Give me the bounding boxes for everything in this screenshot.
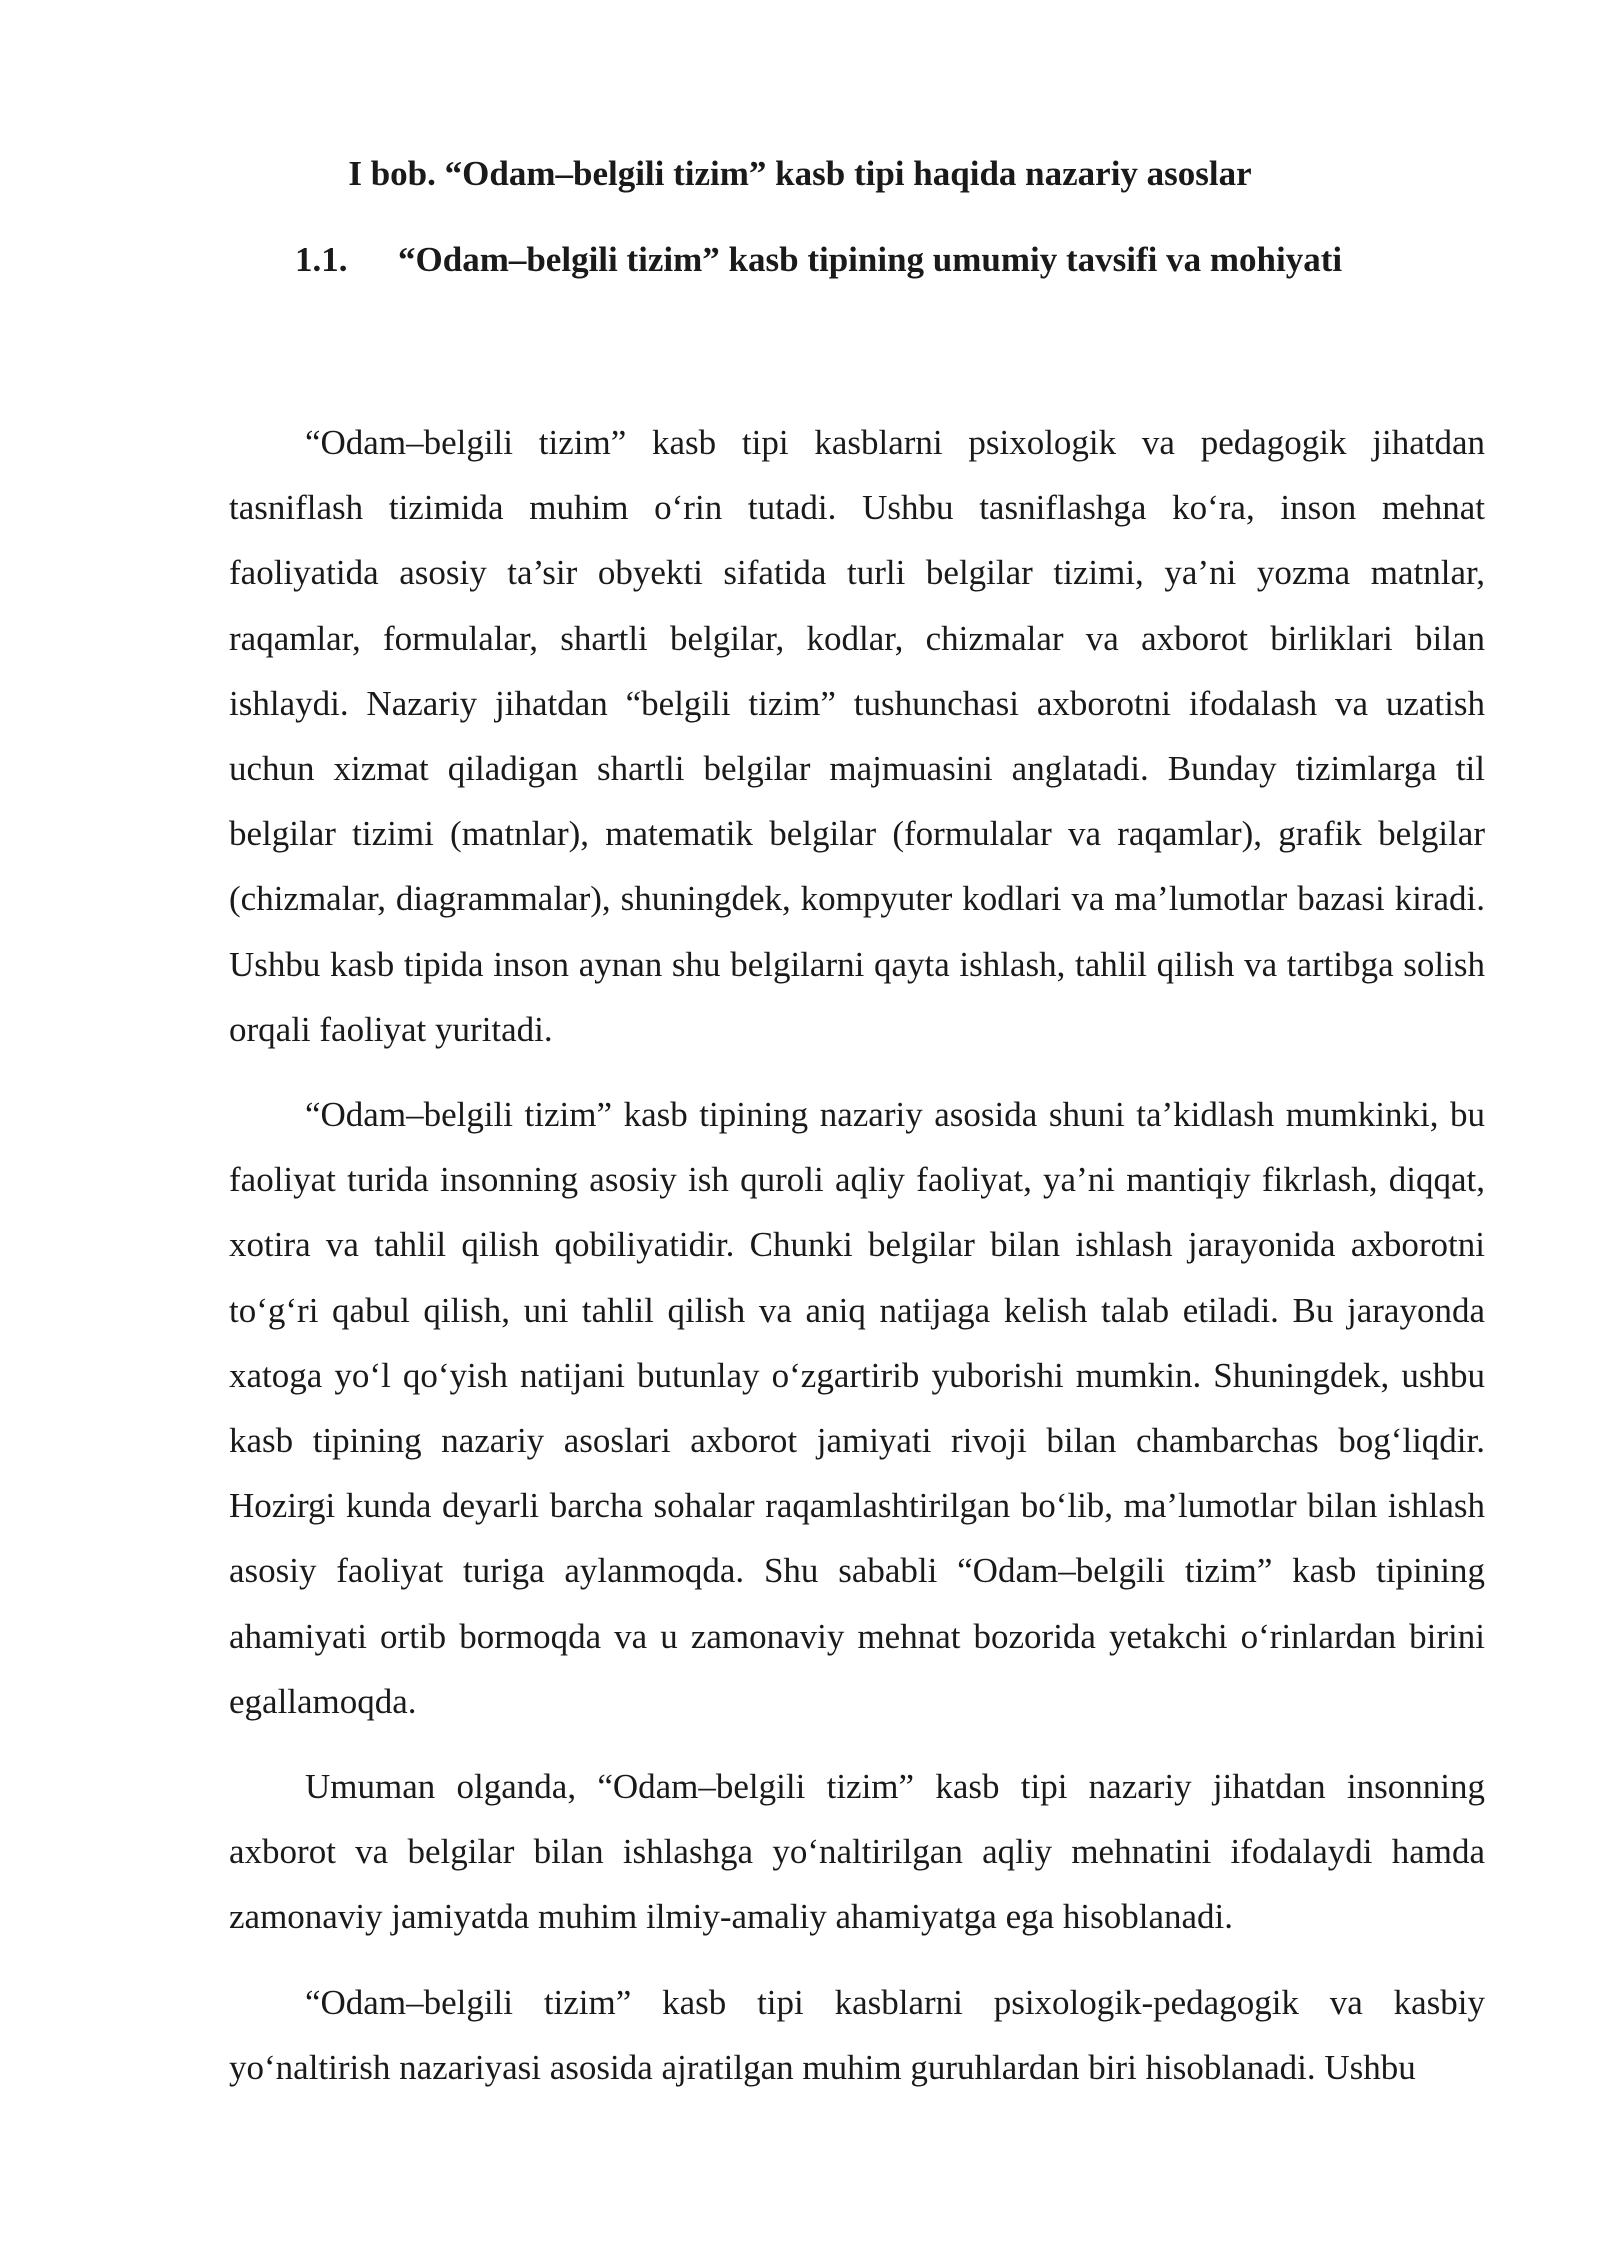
paragraph-3: Umuman olganda, “Odam–belgili tizim” kasb tipi nazariy jihatdan insonning axborot va belgilar bilan ishlashga yo‘naltirilgan aqliy mehnatini ifodalaydi hamda zamonaviy jamiyatda muhim ilmiy-amaliy ahamiyatga ega hisoblanadi. xyxy=(229,1767,1485,1937)
paragraph-2: “Odam–belgili tizim” kasb tipining nazariy asosida shuni ta’kidlash mumkinki, bu faoliyat turida insonning asosiy ish quroli aqliy faoliyat, ya’ni mantiqiy fikrlash, diqqat, xotira va tahlil qilish qobiliyatidir. Chunki belgilar bilan ishlash jarayonida axborotni to‘g‘ri qabul qilish, uni tahlil qilish va aniq natijaga kelish talab etiladi. Bu jarayonda xatoga yo‘l qo‘yish natijani butunlay o‘zgartirib yuborishi mumkin. Shuningdek, ushbu kasb tipining nazariy asoslari axborot jamiyati rivoji bilan chambarchas bog‘liqdir. Hozirgi kunda deyarli barcha sohalar raqamlashtirilgan bo‘lib, ma’lumotlar bilan ishlash asosiy faoliyat turiga aylanmoqda. Shu sababli “Odam–belgili tizim” kasb tipining ahamiyati ortib bormoqda va u zamonaviy mehnat bozorida yetakchi o‘rinlardan birini egallamoqda. xyxy=(229,1095,1485,1721)
body-text xyxy=(229,410,1485,2120)
section-number: 1.1. xyxy=(295,240,348,279)
section-heading xyxy=(295,238,1342,282)
paragraph-4: “Odam–belgili tizim” kasb tipi kasblarni psixologik-pedagogik va kasbiy yo‘naltirish nazariyasi asosida ajratilgan muhim guruhlardan biri hisoblanadi. Ushbu xyxy=(229,1982,1485,2087)
paragraph-1: “Odam–belgili tizim” kasb tipi kasblarni psixologik va pedagogik jihatdan tasniflash tizimida muhim o‘rin tutadi. Ushbu tasniflashga ko‘ra, inson mehnat faoliyatida asosiy ta’sir obyekti sifatida turli belgilar tizimi, ya’ni yozma matnlar, raqamlar, formulalar, shartli belgilar, kodlar, chizmalar va axborot birliklari bilan ishlaydi. Nazariy jihatdan “belgili tizim” tushunchasi axborotni ifodalash va uzatish uchun xizmat qiladigan shartli belgilar majmuasini anglatadi. Bunday tizimlarga til belgilar tizimi (matnlar), matematik belgilar (formulalar va raqamlar), grafik belgilar (chizmalar, diagrammalar), shuningdek, kompyuter kodlari va ma’lumotlar bazasi kiradi. Ushbu kasb tipida inson aynan shu belgilarni qayta ishlash, tahlil qilish va tartibga solish orqali faoliyat yuritadi. xyxy=(229,423,1485,1049)
chapter-title: I bob. “Odam–belgili tizim” kasb tipi haqida nazariy asoslar xyxy=(348,154,1252,193)
section-title: “Odam–belgili tizim” kasb tipining umumiy tavsifi va mohiyati xyxy=(398,240,1343,279)
